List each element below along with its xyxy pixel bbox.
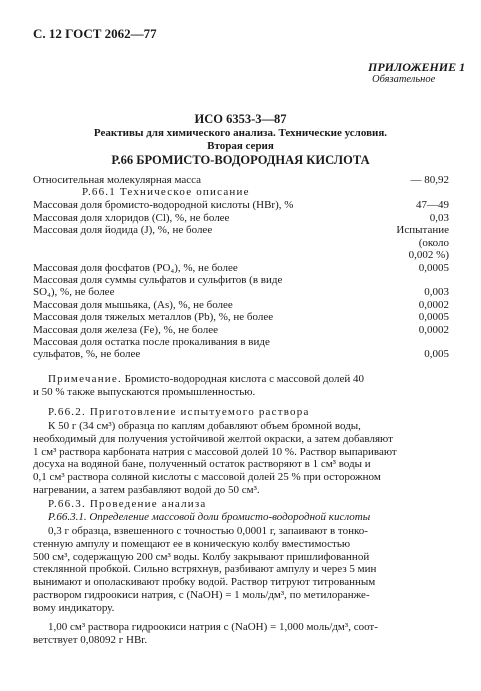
spec-value: 0,0005: [418, 262, 449, 274]
standard-number: ИСО 6353-3—87: [194, 112, 287, 126]
spec-label: Массовая доля суммы сульфатов и сульфитов (в виде: [33, 274, 283, 286]
text-line: вому индикатору.: [33, 601, 115, 614]
spec-value: 0,0002: [418, 299, 449, 311]
text-line: К 50 г (34 см³) образца по каплям добавляют объем бромной воды,: [48, 420, 361, 432]
analysis-subheading: Р.66.3.1. Определение массовой доли бромисто-водородной кислоты: [48, 511, 371, 523]
spec-row: [33, 224, 449, 237]
spec-label: Массовая доля бромисто-водородной кислоты (HBr), %: [33, 199, 294, 211]
spec-row: [33, 249, 449, 262]
text-line: 1 см³ раствора карбоната натрия с массовой долей 10 %. Раствор выпаривают: [33, 445, 397, 458]
spec-label: Массовая доля тяжелых металлов (Pb), %, не более: [33, 311, 274, 323]
technical-description-heading: Р.66.1 Техническое описание: [82, 186, 250, 198]
text-line: 500 см³, содержащую 200 см³ воды. Колбу закрывают пришлифованной: [33, 550, 370, 563]
text-line: 0,1 см³ раствора соляной кислоты с массовой долей 25 % при осторожном: [33, 471, 381, 484]
spec-row: [33, 199, 449, 212]
analysis-heading: Р.66.3. Проведение анализа: [48, 498, 207, 510]
spec-label: Массовая доля железа (Fe), %, не более: [33, 324, 218, 336]
spec-value: 0,03: [429, 212, 449, 224]
note-line-1: [48, 373, 364, 385]
spec-row: [33, 286, 449, 299]
text-line: 0,3 г образца, взвешенного с точностью 0,0001 г, запаивают в тонко-: [48, 525, 368, 537]
spec-value: 0,003: [424, 286, 449, 298]
spec-value: Испытание: [396, 224, 449, 236]
spec-value: 0,005: [424, 348, 449, 360]
spec-label: Массовая доля фосфатов (PO₄), %, не более: [33, 262, 238, 274]
series-label: Вторая серия: [207, 140, 274, 152]
appendix-note: Обязательное: [372, 74, 436, 85]
appendix-title: ПРИЛОЖЕНИЕ 1: [368, 60, 466, 74]
prep-heading: Р.66.2. Приготовление испытуемого раствора: [48, 406, 310, 418]
text-line: стенную ампулу и помещают ее в коническую колбу вместимостью: [33, 537, 351, 550]
spec-value: 0,002 %): [408, 249, 449, 261]
text-line: вынимают и ополаскивают пробку водой. Раствор титруют титрованным: [33, 576, 376, 589]
text-line: 1,00 см³ раствора гидроокиси натрия с (NaOH) = 1,000 моль/дм³, соот-: [48, 621, 378, 633]
spec-value: 47—49: [416, 199, 449, 211]
page-reference: С. 12 ГОСТ 2062—77: [33, 26, 157, 41]
spec-label: сульфатов, %, не более: [33, 348, 141, 360]
section-title: Р.66 БРОМИСТО-ВОДОРОДНАЯ КИСЛОТА: [111, 153, 370, 167]
spec-row: [33, 311, 449, 324]
spec-value: 0,0002: [418, 324, 449, 336]
spec-label: Массовая доля мышьяка, (As), %, не более: [33, 299, 233, 311]
text-line: раствором гидроокиси натрия, с (NaOH) = 1 моль/дм³, по метилоранже-: [33, 589, 370, 601]
text-line: стеклянной пробкой. Сильно встряхнув, разбивают ампулу и через 5 мин: [33, 563, 377, 576]
spec-value: (около: [418, 237, 449, 249]
note-label: Примечание.: [48, 373, 122, 385]
note-line-2: и 50 % также выпускаются промышленностью.: [33, 386, 256, 398]
text-line: ветствует 0,08092 г HBr.: [33, 633, 148, 646]
text-line: нагревании, а затем разбавляют водой до 50 см³.: [33, 484, 260, 496]
spec-label: SO₄), %, не более: [33, 286, 115, 298]
spec-label: Массовая доля йодида (J), %, не более: [33, 224, 213, 236]
spec-row: [33, 348, 449, 361]
text-line: необходимый для получения устойчивой желтой окраски, а затем добавляют: [33, 432, 393, 445]
spec-label: Массовая доля хлоридов (Cl), %, не более: [33, 212, 230, 224]
note-text: Бромисто-водородная кислота с массовой долей 40: [124, 373, 365, 385]
text-line: досуха на водяной бане, полученный остаток растворяют в 1 см³ воды и: [33, 458, 371, 471]
spec-value: 0,0005: [418, 311, 449, 323]
molar-mass-label: Относительная молекулярная масса: [33, 174, 202, 186]
molar-mass-value: — 80,92: [410, 174, 449, 186]
spec-label: Массовая доля остатка после прокаливания в виде: [33, 336, 270, 348]
standard-subtitle: Реактивы для химического анализа. Технические условия.: [93, 127, 388, 139]
